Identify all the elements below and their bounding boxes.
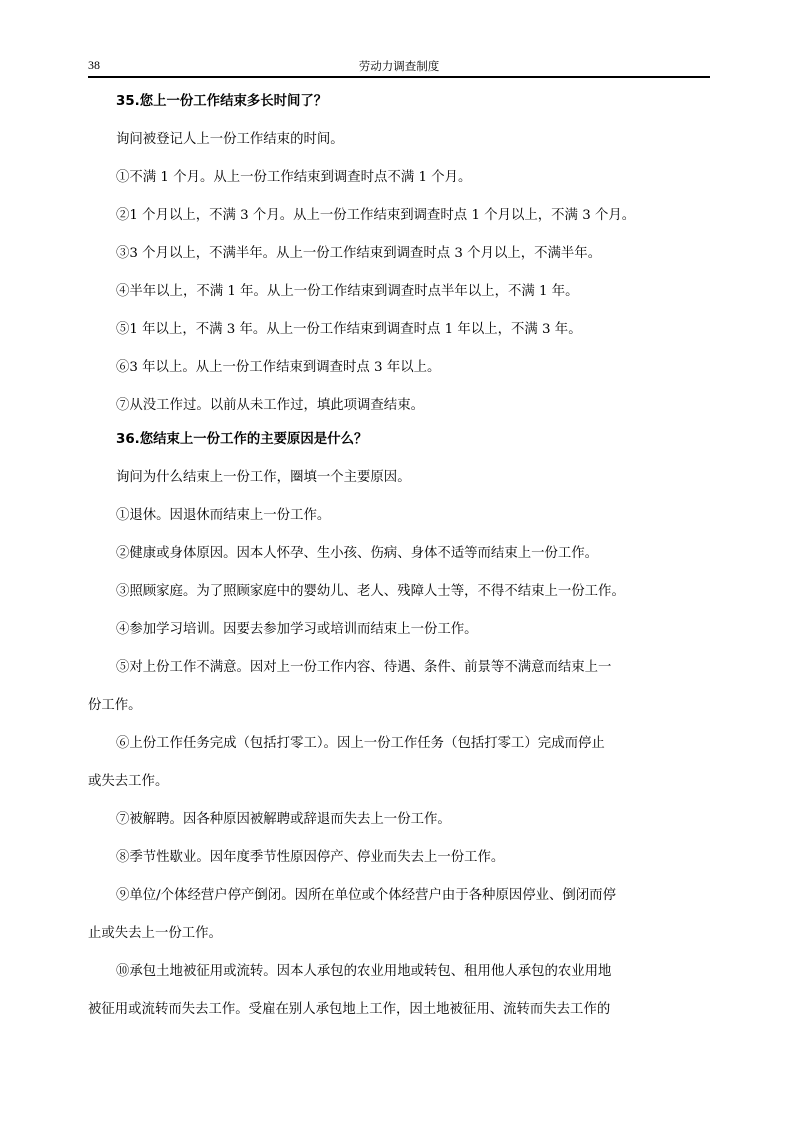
answer-option-continued: 止或失去上一份工作。	[88, 926, 222, 941]
answer-option: ③3 个月以上，不满半年。从上一份工作结束到调查时点 3 个月以上，不满半年。	[116, 246, 602, 261]
paragraph: 询问为什么结束上一份工作，圈填一个主要原因。	[116, 470, 411, 485]
answer-option: ⑦从没工作过。以前从未工作过，填此项调查结束。	[116, 398, 424, 413]
header-rule	[88, 76, 710, 78]
answer-option: ⑥3 年以上。从上一份工作结束到调查时点 3 年以上。	[116, 360, 441, 375]
answer-option: ⑦被解聘。因各种原因被解聘或辞退而失去上一份工作。	[116, 812, 451, 827]
answer-option: ①不满 1 个月。从上一份工作结束到调查时点不满 1 个月。	[116, 170, 472, 185]
paragraph: 询问被登记人上一份工作结束的时间。	[116, 132, 344, 147]
answer-option: ②1 个月以上，不满 3 个月。从上一份工作结束到调查时点 1 个月以上，不满 3 个月。	[116, 208, 636, 223]
answer-option-continued: 被征用或流转而失去工作。受雇在别人承包地上工作，因土地被征用、流转而失去工作的	[88, 1002, 611, 1017]
answer-option: ⑤对上份工作不满意。因对上一份工作内容、待遇、条件、前景等不满意而结束上一	[116, 660, 612, 675]
answer-option-continued: 或失去工作。	[88, 774, 169, 789]
question-heading-35: 35.您上一份工作结束多长时间了？	[116, 94, 328, 109]
answer-option: ②健康或身体原因。因本人怀孕、生小孩、伤病、身体不适等而结束上一份工作。	[116, 546, 599, 561]
answer-option: ⑧季节性歇业。因年度季节性原因停产、停业而失去上一份工作。	[116, 850, 505, 865]
answer-option: ④半年以上，不满 1 年。从上一份工作结束到调查时点半年以上，不满 1 年。	[116, 284, 579, 299]
answer-option: ④参加学习培训。因要去参加学习或培训而结束上一份工作。	[116, 622, 478, 637]
page-number: 38	[88, 58, 100, 72]
question-heading-36: 36.您结束上一份工作的主要原因是什么？	[116, 432, 368, 447]
page-header	[88, 58, 710, 76]
answer-option: ⑥上份工作任务完成（包括打零工）。因上一份工作任务（包括打零工）完成而停止	[116, 736, 605, 751]
answer-option: ③照顾家庭。为了照顾家庭中的婴幼儿、老人、残障人士等，不得不结束上一份工作。	[116, 584, 625, 599]
answer-option-continued: 份工作。	[88, 698, 142, 713]
answer-option: ⑩承包土地被征用或流转。因本人承包的农业用地或转包、租用他人承包的农业用地	[116, 964, 612, 979]
answer-option: ⑤1 年以上，不满 3 年。从上一份工作结束到调查时点 1 年以上，不满 3 年。	[116, 322, 582, 337]
answer-option: ①退休。因退休而结束上一份工作。	[116, 508, 331, 523]
running-title: 劳动力调查制度	[358, 59, 440, 73]
answer-option: ⑨单位/个体经营户停产倒闭。因所在单位或个体经营户由于各种原因停业、倒闭而停	[116, 888, 616, 903]
